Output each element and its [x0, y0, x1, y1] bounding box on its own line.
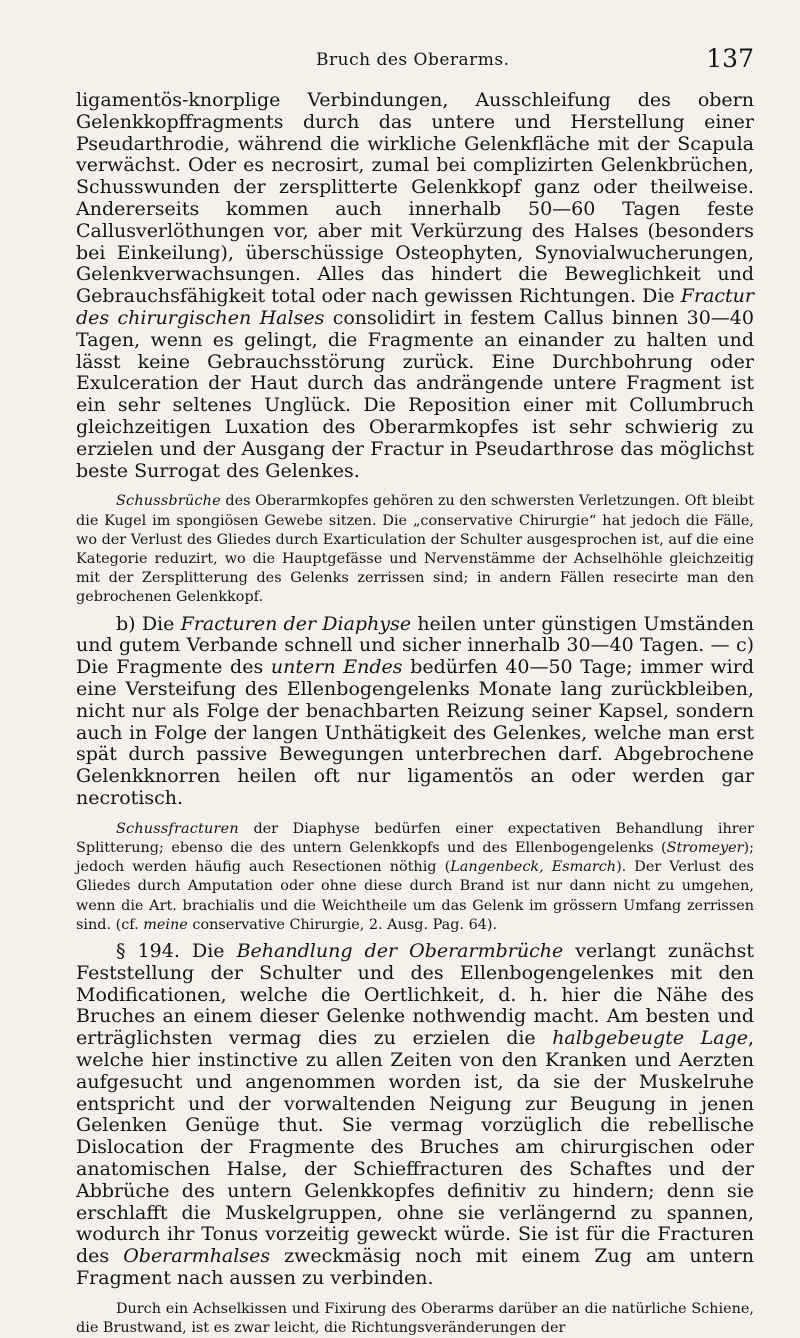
paragraph-2-text-a: b) Die — [116, 612, 175, 635]
note-2-author-b: Langenbeck, Esmarch — [450, 859, 617, 876]
paragraph-1-text-b: consolidirt in festem Callus binnen 30—40 Tagen, wenn es gelingt, die Fragmente an einander zu halten und lässt keine Gebrauchsstörung zurück. Eine Durchbohrung oder Exulceration der Haut durch das andrängende untere Fragment ist ein sehr seltenes Unglück. Die Reposition einer mit Collumbruch gleichzeitigen Luxation des Oberarmkopfes ist sehr schwierig zu erzielen und der Ausgang der Fractur in Pseudarthrose das möglichst beste Surrogat des Gelenkes. — [76, 306, 754, 482]
note-3 — [76, 1300, 754, 1338]
paragraph-1-text-a: ligamentös-knorplige Verbindungen, Ausschleifung des obern Gelenkkopffragments durch das untere und Herstellung einer Pseudarthrodie, während die wirkliche Gelenkfläche mit der Scapula verwächst. Oder es necrosirt, zumal bei complizirten Gelenkbrüchen, Schusswunden der zersplitterte Gelenkkopf ganz oder theilweise. Andererseits kommen auch innerhalb 50—60 Tagen feste Callusverlöthungen vor, aber mit Verkürzung des Halses (besonders bei Einkeilung), überschüssige Osteophyten, Synovialwucherungen, Gelenkverwachsungen. Alles das hindert die Beweglichkeit und Gebrauchsfähigkeit total oder nach gewissen Richtungen. Die — [76, 89, 754, 308]
note-2-text-a: der Diaphyse bedürfen einer expectativen Behandlung ihrer Splitterung; ebenso die des untern Gelenkkopfs und des Ellenbogengelenks ( — [76, 820, 755, 856]
paragraph-3-emphasis-a: Behandlung der Oberarmbrüche — [236, 939, 564, 962]
paragraph-2-text-b: heilen unter günstigen Umständen und gutem Verbande schnell und sicher innerhalb 30—40 Tagen. — c) Die Fragmente des — [76, 612, 754, 679]
paragraph-1-emphasis: Fractur des chirurgischen Halses — [76, 285, 754, 329]
paragraph-3-text-c: , welche hier instinctive zu allen Zeiten von den Kranken und Aerzten aufgesucht und angenommen worden ist, da sie der Muskelruhe entspricht und der vorwaltenden Neigung zur Beugung in jenen Gelenken Genüge thut. Sie vermag vorzüglich die rebellische Dislocation der Fragmente des Bruches am chirurgischen oder anatomischen Halse, der Schieffracturen des Schaftes und der Abbrüche des untern Gelenkkopfes definitiv zu hindern; denn sie erschlafft die Muskelgruppen, ohne sie verlängernd zu spannen, wodurch ihr Tonus vorzeitig geweckt würde. Sie ist für die Fracturen des — [76, 1027, 754, 1268]
page-number: 137 — [706, 44, 754, 73]
note-1-lead: Schussbrüche — [116, 493, 221, 510]
page-header — [76, 44, 754, 80]
note-1-text: des Oberarmkopfes gehören zu den schwersten Verletzungen. Oft bleibt die Kugel im spongiösen Gewebe sitzen. Die „conservative Chirurgie“ hat jedoch die Fälle, wo der Verlust des Gliedes durch Exarticulation der Schulter ausgesprochen ist, auf die eine Kategorie reduzirt, wo die Hauptgefässe und Nervenstämme der Achselhöhle gleichzeitig mit der Zersplitterung des Gelenks zerrissen sind; in andern Fällen resecirte man den gebrochenen Gelenkkopf. — [76, 493, 755, 606]
note-2-text-b: ); jedoch werden häufig auch Resectionen nöthig ( — [76, 839, 754, 876]
paragraph-3 — [76, 941, 754, 1290]
paragraph-3-emphasis-c: Oberarmhalses — [123, 1245, 271, 1268]
paragraph-3-text-b: verlangt zunächst Feststellung der Schulter und des Ellenbogengelenkes mit den Modificationen, welche die Oertlichkeit, d. h. hier die Nähe des Bruches an einem dieser Gelenke nothwendig macht. Am besten und erträglichsten vermag dies zu erzielen die — [76, 939, 754, 1050]
paragraph-3-text-d: zweckmäsig noch mit einem Zug am untern Fragment nach aussen zu verbinden. — [76, 1245, 754, 1289]
running-title: Bruch des Oberarms. — [316, 50, 510, 70]
paragraph-2-emphasis-a: Fracturen der Diaphyse — [180, 612, 412, 635]
paragraph-2 — [76, 614, 754, 810]
note-2 — [76, 820, 754, 935]
note-1 — [76, 492, 754, 607]
note-2-text-d: conservative Chirurgie, 2. Ausg. Pag. 64). — [192, 916, 498, 933]
paragraph-2-emphasis-b: untern Endes — [270, 656, 403, 679]
note-2-author-a: Stromeyer — [666, 839, 744, 856]
note-3-text: Durch ein Achselkissen und Fixirung des Oberarms darüber an die natürliche Schiene, die Brustwand, ist es zwar leicht, die Richtungsveränderungen der — [76, 1300, 754, 1336]
note-2-emphasis: meine — [143, 916, 188, 933]
note-2-lead: Schussfracturen — [116, 820, 239, 837]
paragraph-2-text-c: bedürfen 40—50 Tage; immer wird eine Versteifung des Ellenbogengelenks Monate lang zurückbleiben, nicht nur als Folge der benachbarten Reizung seiner Kapsel, sondern auch in Folge der langen Unthätigkeit des Gelenkes, welche man erst spät durch passive Bewegungen unterbrechen darf. Abgebrochene Gelenkknorren heilen oft nur ligamentös an oder werden gar necrotisch. — [76, 656, 754, 809]
paragraph-3-emphasis-b: halbgebeugte Lage — [552, 1027, 748, 1050]
note-2-text-c: ). Der Verlust des Gliedes durch Amputation oder ohne diese durch Brand ist nur dann nicht zu umgehen, wenn die Art. brachialis und die Weichtheile um das Gelenk im grössern Umfang zerrissen sind. (cf. — [76, 859, 754, 933]
paragraph-1 — [76, 90, 754, 482]
paragraph-3-text-a: § 194. Die — [116, 939, 225, 962]
